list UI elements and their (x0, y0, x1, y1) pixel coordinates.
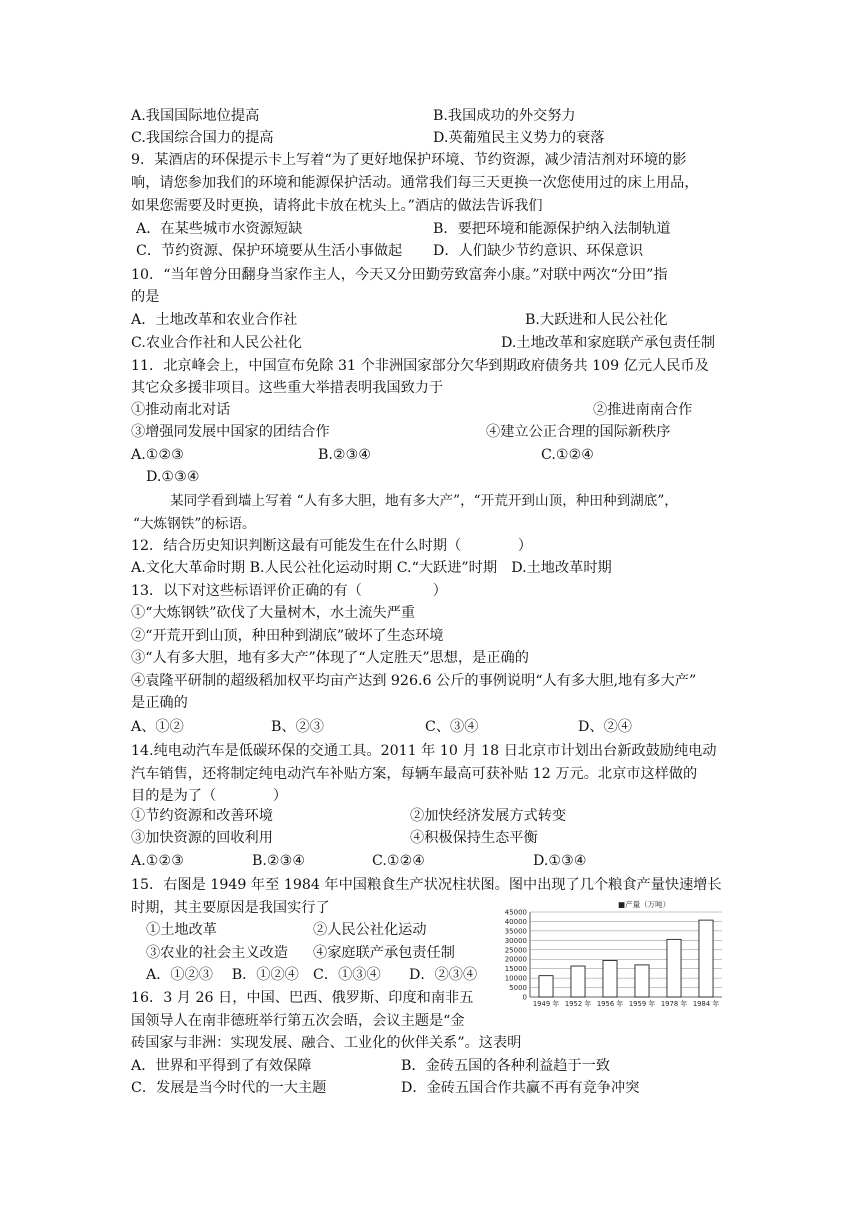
q12-options: A.文化大革命时期 B.人民公社化运动时期 C.“大跃进”时期 D.土地改革时期 (131, 560, 612, 576)
q15-options: A．①②③ B．①②④ C．①③④ D．②③④ (146, 967, 478, 983)
chart-x-tick-label: 1952 年 (564, 1000, 592, 1008)
q11-option-b: B.②③④ (318, 447, 372, 463)
q11-item-2: ②推进南南合作 (593, 402, 693, 418)
q13-option-a: A、①② (131, 719, 184, 735)
chart-y-tick-labels (505, 909, 527, 1002)
chart-y-tick-label: 15000 (504, 965, 527, 974)
q8-option-d: D.英葡殖民主义势力的衰落 (433, 130, 605, 146)
q8-option-a: A.我国国际地位提高 (131, 108, 260, 124)
chart-bar (603, 961, 617, 997)
q9-option-a: A．在某些城市水资源短缺 (136, 221, 303, 237)
chart-x-tick-label: 1978 年 (660, 1000, 688, 1008)
q9-option-d: D．人们缺少节约意识、环保意识 (433, 243, 644, 259)
chart-x-tick-label: 1959 年 (628, 1000, 656, 1008)
q16-option-a: A．世界和平得到了有效保障 (131, 1058, 312, 1074)
q14-item-4: ④积极保持生态平衡 (410, 830, 538, 846)
q9-option-b: B．要把环境和能源保护纳入法制轨道 (433, 221, 671, 237)
q16-option-c: C．发展是当今时代的一大主题 (131, 1080, 327, 1096)
q11-stem-line-1: 11．北京峰会上，中国宣布免除 31 个非洲国家部分欠华到期政府债务共 109 亿元人民币及 (131, 358, 709, 374)
q15-stem-line-2: 时期，其主要原因是我国实行了 (131, 900, 330, 916)
q15-item-1: ①土地改革 (146, 922, 217, 938)
chart-y-tick-label: 35000 (504, 927, 527, 936)
q15-stem-line-1: 15．右图是 1949 年至 1984 年中国粮食生产状况柱状图。图中出现了几个粮食产量快速增长 (131, 877, 722, 893)
q15-item-2: ②人民公社化运动 (313, 922, 427, 938)
q16-stem-line-3: 砖国家与非洲：实现发展、融合、工业化的伙伴关系”。这表明 (131, 1035, 522, 1051)
q10-option-b: B.大跃进和人民公社化 (525, 312, 668, 328)
q13-option-b: B、②③ (271, 719, 324, 735)
chart-x-tick-labels (533, 999, 719, 1008)
chart-y-tick-label: 0 (522, 993, 527, 1002)
chart-y-tick-label: 10000 (504, 974, 527, 983)
q13-item-3: ③“人有多大胆，地有多大产”体现了“人定胜天”思想，是正确的 (131, 650, 529, 666)
q10-stem-line-2: 的是 (131, 289, 160, 305)
q11-option-a: A.①②③ (131, 447, 184, 463)
q11-item-4: ④建立公正合理的国际新秩序 (486, 424, 671, 440)
q16-stem-line-1: 16．3 月 26 日，中国、巴西、俄罗斯、印度和南非五 (131, 990, 474, 1006)
q14-stem-line-1: 14.纯电动汽车是低碳环保的交通工具。2011 年 10 月 18 日北京市计划出台新政鼓励纯电动 (131, 743, 717, 759)
q14-option-c: C.①②④ (372, 853, 426, 869)
q11-stem-line-2: 其它众多援非项目。这些重大举措表明我国致力于 (131, 380, 444, 396)
chart-grid (530, 912, 722, 997)
chart-bar (699, 920, 713, 997)
q8-option-b: B.我国成功的外交努力 (433, 108, 576, 124)
q11-item-3: ③增强同发展中国家的团结合作 (131, 424, 330, 440)
q14-item-2: ②加快经济发展方式转变 (410, 808, 567, 824)
q13-item-2: ②“开荒开到山顶，种田种到湖底”破坏了生态环境 (131, 628, 444, 644)
q10-option-d: D.土地改革和家庭联产承包责任制 (501, 335, 716, 351)
q16-stem-line-2: 国领导人在南非德班举行第五次会晤，会议主题是“金 (131, 1013, 465, 1029)
q14-option-a: A.①②③ (131, 853, 184, 869)
q16-option-b: B．金砖五国的各种利益趋于一致 (401, 1058, 611, 1074)
q9-stem-line-3: 如果您需要及时更换，请将此卡放在枕头上。”酒店的做法告诉我们 (131, 198, 543, 214)
q14-item-3: ③加快资源的回收利用 (131, 830, 273, 846)
grain-production-bar-chart (492, 898, 724, 1010)
chart-y-tick-label: 40000 (504, 917, 527, 926)
chart-bar (539, 976, 553, 997)
q8-option-c: C.我国综合国力的提高 (131, 130, 274, 146)
q9-stem-line-1: 9．某酒店的环保提示卡上写着“为了更好地保护环境、节约资源，减少清洁剂对环境的影 (131, 152, 687, 168)
chart-y-tick-label: 5000 (509, 984, 527, 993)
chart-y-tick-label: 30000 (504, 936, 527, 945)
q14-stem-line-3: 目的是为了（ ） (131, 788, 288, 804)
q15-item-3: ③农业的社会主义改造 (146, 945, 288, 961)
q11-option-c: C.①②④ (541, 447, 595, 463)
q11-item-1: ①推动南北对话 (131, 402, 231, 418)
q13-item-1: ①“大炼钢铁”砍伐了大量树木，水土流失严重 (131, 605, 416, 621)
q13-option-d: D、②④ (578, 719, 632, 735)
q11-option-d: D.①③④ (146, 469, 200, 485)
q10-option-c: C.农业合作社和人民公社化 (131, 335, 302, 351)
chart-bars (539, 920, 713, 997)
material-line-1: 某同学看到墙上写着 “人有多大胆，地有多大产”，“开荒开到山顶，种田种到湖底”， (170, 493, 678, 509)
q10-stem-line-1: 10．“当年曾分田翻身当家作主人，今天又分田勤劳致富奔小康。”对联中两次“分田”指 (131, 267, 668, 283)
q13-item-4-cont: 是正确的 (131, 695, 188, 711)
q13-item-4: ④袁隆平研制的超级稻加权平均亩产达到 926.6 公斤的事例说明“人有多大胆,地有多大产” (131, 673, 697, 689)
q14-option-b: B.②③④ (252, 853, 306, 869)
q10-option-a: A．土地改革和农业合作社 (131, 312, 298, 328)
chart-y-tick-label: 20000 (504, 955, 527, 964)
chart-bar (667, 939, 681, 997)
q16-option-d: D．金砖五国合作共赢不再有竞争冲突 (401, 1080, 640, 1096)
q14-item-1: ①节约资源和改善环境 (131, 808, 273, 824)
q12-stem: 12．结合历史知识判断这最有可能发生在什么时期（ ） (131, 538, 533, 554)
chart-y-tick-label: 25000 (504, 946, 527, 955)
chart-bar (635, 965, 649, 997)
q14-option-d: D.①③④ (533, 853, 587, 869)
q13-option-c: C、③④ (425, 719, 479, 735)
chart-bar (571, 966, 585, 997)
q9-stem-line-2: 响，请您参加我们的环境和能源保护活动。通常我们每三天更换一次您使用过的床上用品， (131, 175, 699, 191)
q14-stem-line-2: 汽车销售，还将制定纯电动汽车补贴方案，每辆车最高可获补贴 12 万元。北京市这样做的 (131, 766, 698, 782)
material-line-2: “大炼钢铁”的标语。 (133, 516, 256, 532)
q9-option-c: C．节约资源、保护环境要从生活小事做起 (136, 243, 403, 259)
chart-x-tick-label: 1984 年 (692, 1000, 720, 1008)
chart-legend: ■产量（万吨） (618, 900, 671, 909)
q13-stem: 13．以下对这些标语评价正确的有（ ） (131, 583, 447, 599)
q15-item-4: ④家庭联产承包责任制 (313, 945, 455, 961)
chart-y-tick-label: 45000 (504, 908, 527, 917)
chart-x-tick-label: 1949 年 (532, 1000, 560, 1008)
chart-x-tick-label: 1956 年 (596, 1000, 624, 1008)
